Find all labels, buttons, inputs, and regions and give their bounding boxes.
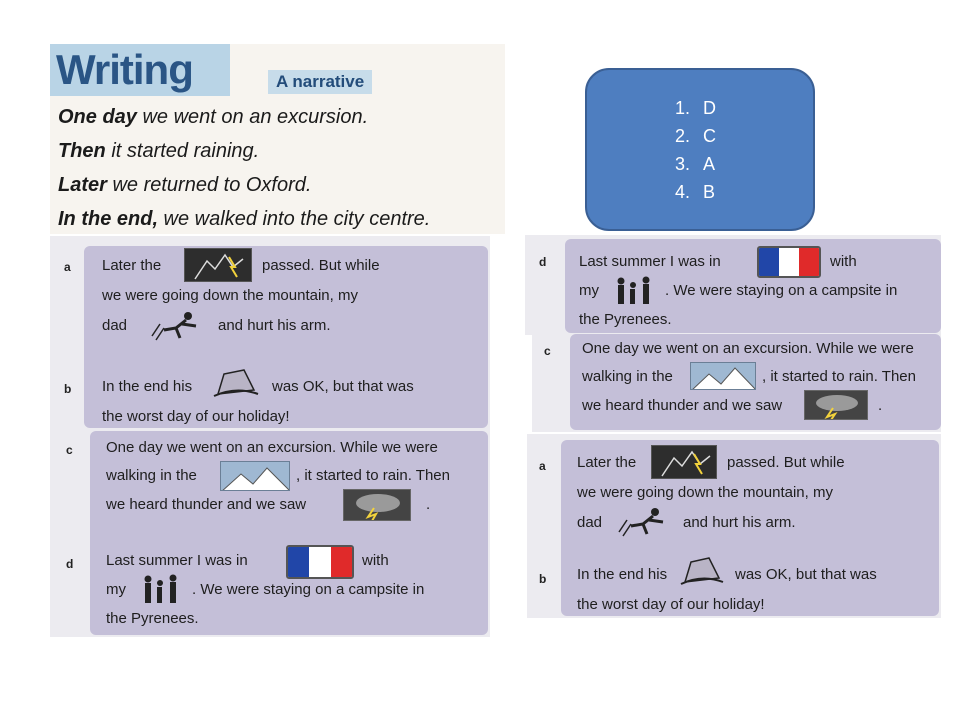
mountain-picture-icon <box>220 461 290 491</box>
paragraph-c-line-1: One day we went on an excursion. While we were <box>582 340 914 357</box>
paragraph-d-line-2a: my <box>579 282 599 299</box>
right-panel-d <box>525 235 941 335</box>
paragraph-b-line-1b: was OK, but that was <box>735 566 877 583</box>
paragraph-b-line-1a: In the end his <box>577 566 668 583</box>
writing-title: Writing <box>50 44 230 96</box>
sequence-word-in-the-end: In the end, <box>58 208 158 230</box>
paragraph-b-line-1b: was OK, but that was <box>272 378 414 395</box>
answer-number: 1. <box>675 98 691 118</box>
paragraph-c-line-1: One day we went on an excursion. While we were <box>106 439 438 456</box>
paragraph-a-line-1a: Later the <box>577 454 637 471</box>
paragraph-c-line-2b: , it started to rain. Then <box>296 467 450 484</box>
paragraph-a-line-3b: and hurt his arm. <box>218 317 331 334</box>
hat-icon <box>677 554 727 590</box>
paragraph-letter-b: b <box>539 572 547 586</box>
writing-header <box>50 44 505 234</box>
hat-icon <box>210 366 262 402</box>
paragraph-d-line-2b: . We were staying on a campsite in <box>192 581 425 598</box>
answer-number: 3. <box>675 154 691 174</box>
answer-key-box <box>585 68 815 231</box>
sequence-sentences <box>58 100 430 236</box>
paragraph-b-line-1a: In the end his <box>102 378 193 395</box>
paragraph-c-line-3a: we heard thunder and we saw <box>106 496 307 513</box>
sentence-3-text: we returned to Oxford. <box>106 174 312 196</box>
answer-number: 4. <box>675 182 691 202</box>
sentence-2-text: it started raining. <box>105 140 260 162</box>
answer-item <box>675 94 716 122</box>
sequence-word-then: Then <box>58 140 106 162</box>
answer-letter: B <box>703 182 716 202</box>
sentence-4-text: we walked into the city centre. <box>158 208 431 230</box>
paragraph-a-line-1b: passed. But while <box>262 257 380 274</box>
paragraph-a-line-3a: dad <box>577 514 603 531</box>
paragraph-d-line-2b: . We were staying on a campsite in <box>665 282 898 299</box>
sentence-1-text: we went on an excursion. <box>136 106 369 128</box>
french-flag-icon <box>757 246 821 278</box>
answer-item <box>675 178 716 206</box>
paragraph-d-line-1a: Last summer I was in <box>579 253 721 270</box>
paragraph-letter-c: c <box>66 443 73 457</box>
paragraph-a-line-3b: and hurt his arm. <box>683 514 796 531</box>
answer-letter: A <box>703 154 716 174</box>
paragraph-c-line-2a: walking in the <box>106 467 197 484</box>
paragraph-a-line-2: we were going down the mountain, my <box>577 484 833 501</box>
mountain-picture-icon <box>690 362 756 390</box>
sentence-1 <box>58 100 430 134</box>
sequence-word-one-day: One day <box>58 106 137 128</box>
paragraph-a-line-1a: Later the <box>102 257 162 274</box>
paragraph-letter-c: c <box>544 344 551 358</box>
paragraph-d-line-1a: Last summer I was in <box>106 552 248 569</box>
left-panel-ab <box>50 236 490 431</box>
paragraph-letter-a: a <box>539 459 546 473</box>
paragraph-d-line-3: the Pyrenees. <box>106 610 199 627</box>
sentence-4 <box>58 202 430 236</box>
french-flag-icon <box>286 545 354 579</box>
falling-man-icon <box>615 506 677 538</box>
thundercloud-picture-icon <box>343 489 411 521</box>
paragraph-letter-b: b <box>64 382 72 396</box>
sentence-2 <box>58 134 430 168</box>
paragraph-a-line-2: we were going down the mountain, my <box>102 287 358 304</box>
sequence-word-later: Later <box>58 174 107 196</box>
left-panel-cd <box>50 431 490 637</box>
answer-number: 2. <box>675 126 691 146</box>
paragraph-a-line-3a: dad <box>102 317 128 334</box>
paragraph-b-line-2: the worst day of our holiday! <box>102 408 290 425</box>
storm-picture-icon <box>184 248 252 282</box>
paragraph-c-line-3b: . <box>878 397 883 414</box>
paragraph-d-line-1b: with <box>830 253 857 270</box>
answer-item <box>675 150 716 178</box>
paragraph-c-line-3a: we heard thunder and we saw <box>582 397 783 414</box>
answer-letter: D <box>703 98 716 118</box>
paragraph-d-line-3: the Pyrenees. <box>579 311 672 328</box>
right-panel-c <box>532 334 941 432</box>
paragraph-letter-a: a <box>64 260 71 274</box>
sentence-3 <box>58 168 430 202</box>
paragraph-c-line-2b: , it started to rain. Then <box>762 368 916 385</box>
falling-man-icon <box>146 310 210 342</box>
right-panel-ab <box>527 434 941 618</box>
answer-letter: C <box>703 126 716 146</box>
paragraph-c-line-3b: . <box>426 496 431 513</box>
narrative-subtitle: A narrative <box>268 70 372 94</box>
thundercloud-picture-icon <box>804 390 868 420</box>
storm-picture-icon <box>651 445 717 479</box>
family-icon <box>613 275 655 305</box>
paragraph-c-line-2a: walking in the <box>582 368 673 385</box>
paragraph-letter-d: d <box>539 255 547 269</box>
paragraph-letter-d: d <box>66 557 74 571</box>
paragraph-a-line-1b: passed. But while <box>727 454 845 471</box>
paragraph-d-line-2a: my <box>106 581 126 598</box>
paragraph-b-line-2: the worst day of our holiday! <box>577 596 765 613</box>
family-icon <box>140 573 182 605</box>
answer-item <box>675 122 716 150</box>
paragraph-d-line-1b: with <box>362 552 389 569</box>
answer-list <box>675 94 716 206</box>
